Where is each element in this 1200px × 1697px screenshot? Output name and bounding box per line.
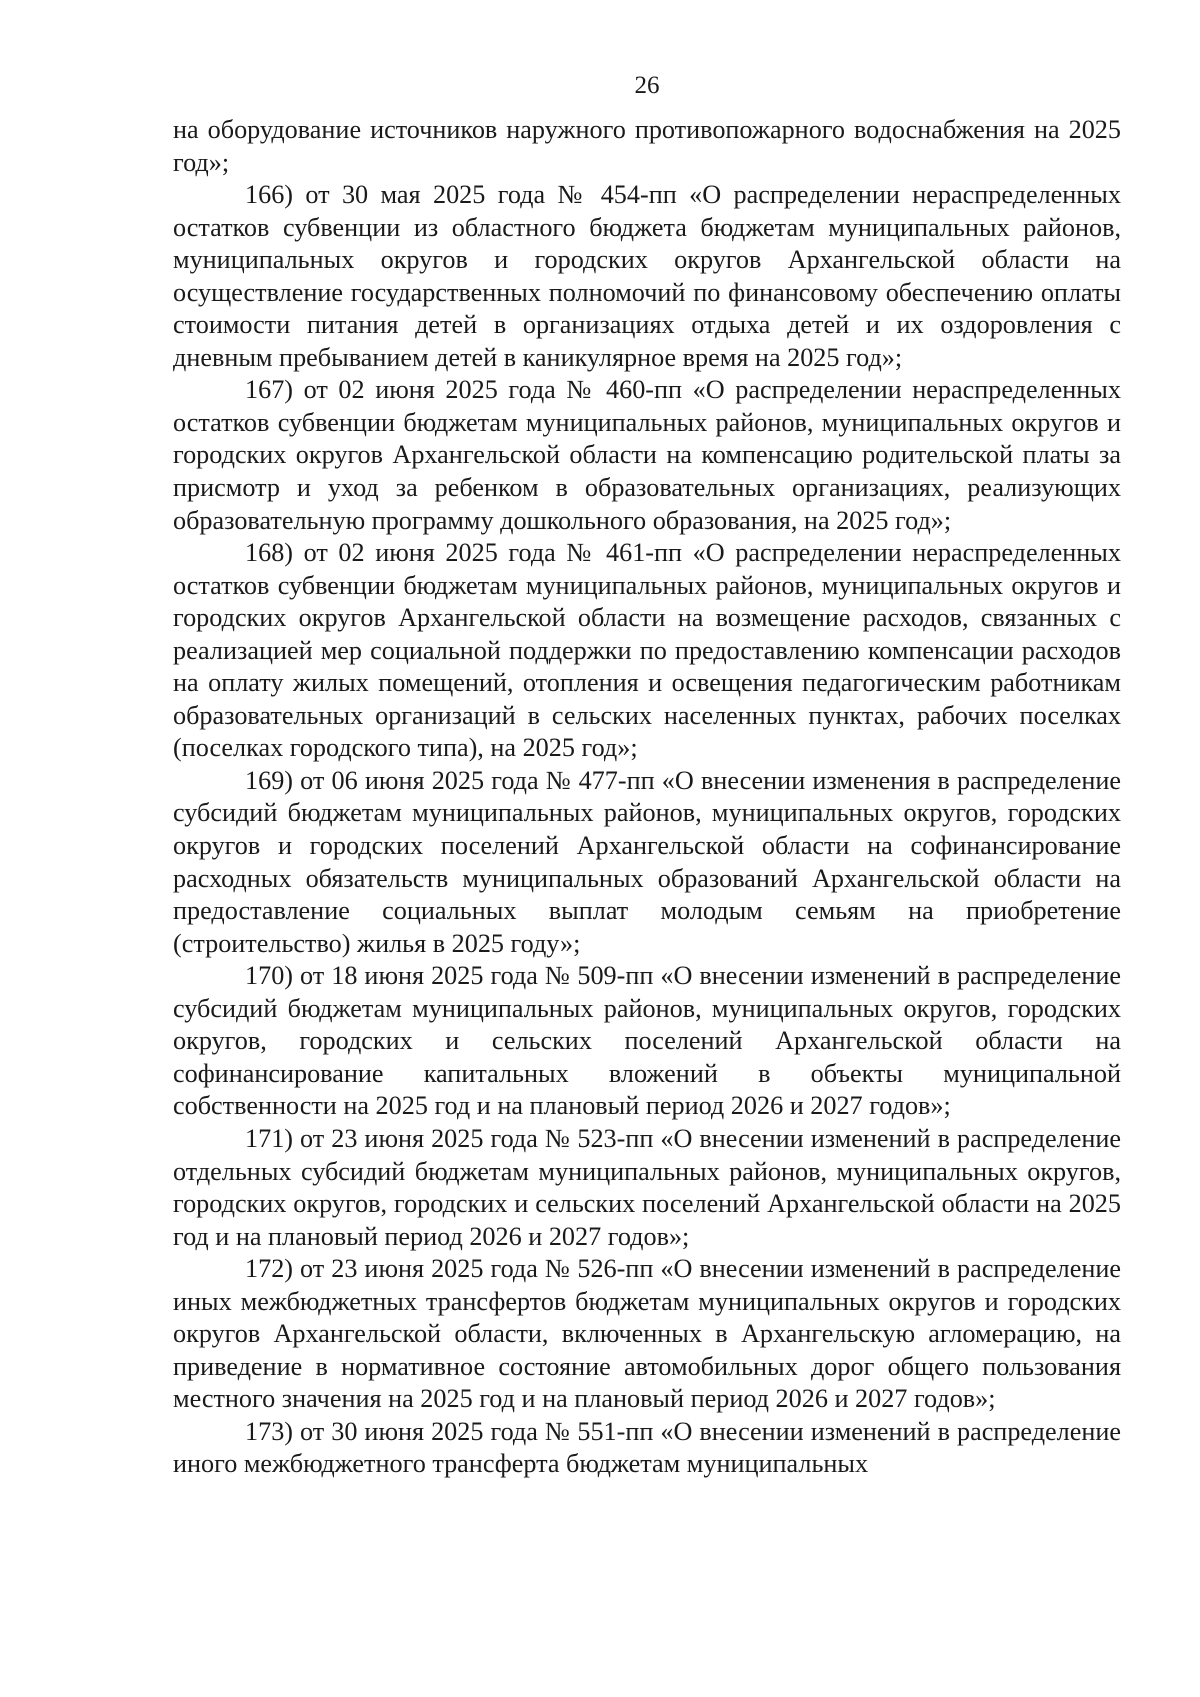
paragraph-item-168: 168) от 02 июня 2025 года № 461-пп «О распределении нераспределенных остатков субвенции бюджетам муниципальных районов, муниципальных округов и городских округов Архангельской области на возмещение расходов, связанных с реализацией мер социальной поддержки по предоставлению компенсации расходов на оплату жилых помещений, отопления и освещения педагогическим работникам образовательных организаций в сельских населенных пунктах, рабочих поселках (поселках городского типа), на 2025 год»; [173,538,1121,763]
paragraph-item-167: 167) от 02 июня 2025 года № 460-пп «О распределении нераспределенных остатков субвенции бюджетам муниципальных районов, муниципальных округов и городских округов Архангельской области на компенсацию родительской платы за присмотр и уход за ребенком в образовательных организациях, реализующих образовательную программу дошкольного образования, на 2025 год»; [173,375,1121,535]
paragraph-item-169: 169) от 06 июня 2025 года № 477-пп «О внесении изменения в распределение субсидий бюджетам муниципальных районов, муниципальных округов, городских округов и городских поселений Архангельской области на софинансирование расходных обязательств муниципальных образований Архангельской области на предоставление социальных выплат молодым семьям на приобретение (строительство) жилья в 2025 году»; [173,765,1121,958]
paragraph-item-171: 171) от 23 июня 2025 года № 523-пп «О внесении изменений в распределение отдельных субсидий бюджетам муниципальных районов, муниципальных округов, городских округов, городских и сельских поселений Архангельской области на 2025 год и на плановый период 2026 и 2027 годов»; [173,1123,1121,1251]
paragraph-item-173: 173) от 30 июня 2025 года № 551-пп «О внесении изменений в распределение иного межбюджетного трансферта бюджетам муниципальных [173,1416,1121,1479]
paragraph-item-170: 170) от 18 июня 2025 года № 509-пп «О внесении изменений в распределение субсидий бюджетам муниципальных районов, муниципальных округов, городских округов, городских и сельских поселений Архангельской области на софинансирование капитальных вложений в объекты муниципальной собственности на 2025 год и на плановый период 2026 и 2027 годов»; [173,961,1121,1121]
page-number: 26 [634,72,660,99]
document-body [173,114,1121,1481]
document-page [173,58,1121,1481]
paragraph-item-172: 172) от 23 июня 2025 года № 526-пп «О внесении изменений в распределение иных межбюджетных трансфертов бюджетам муниципальных округов и городских округов Архангельской области, включенных в Архангельскую агломерацию, на приведение в нормативное состояние автомобильных дорог общего пользования местного значения на 2025 год и на плановый период 2026 и 2027 годов»; [173,1254,1121,1414]
paragraph-continuation: на оборудование источников наружного противопожарного водоснабжения на 2025 год»; [173,115,1121,177]
paragraph-item-166: 166) от 30 мая 2025 года № 454-пп «О распределении нераспределенных остатков субвенции из областного бюджета бюджетам муниципальных районов, муниципальных округов и городских округов Архангельской области на осуществление государственных полномочий по финансовому обеспечению оплаты стоимости питания детей в организациях отдыха детей и их оздоровления с дневным пребыванием детей в каникулярное время на 2025 год»; [173,180,1121,372]
